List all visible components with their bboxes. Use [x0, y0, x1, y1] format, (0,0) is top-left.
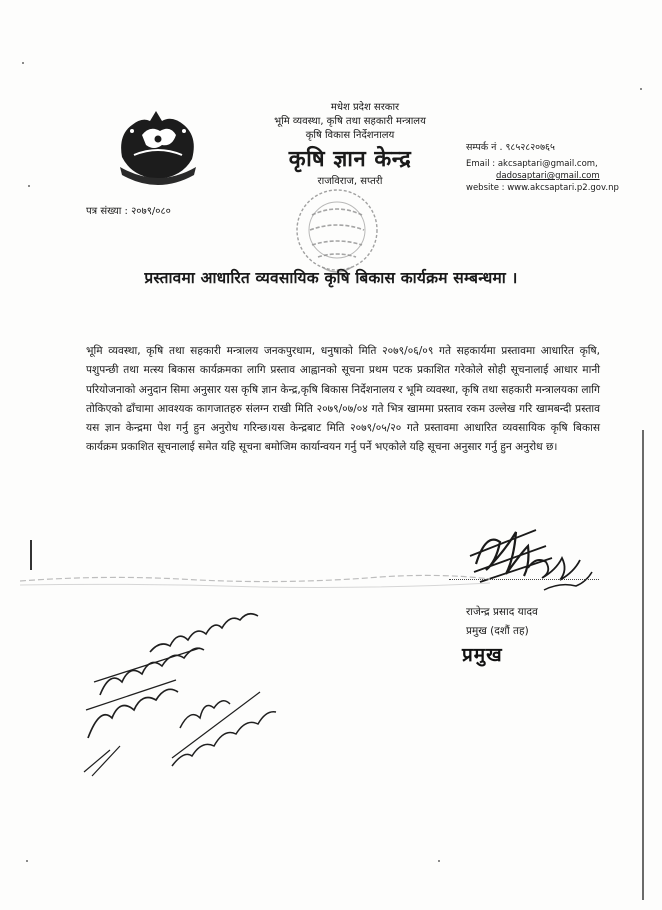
contact-email: Email : akcsaptari@gmail.com, — [466, 159, 598, 169]
ministry-name: भूमि व्यवस्था, कृषि तथा सहकारी मन्त्रालय — [274, 116, 426, 127]
letter-body: भूमि व्यवस्था, कृषि तथा सहकारी मन्त्रालय जनकपुरधाम, धनुषाको मिति २०७९/०६/०९ गते सहकार्यमा प्रस्तावमा आधारित कृषि, पशुपन्छी तथा मत्स्य बिकास कार्यक्रमका लागि प्रस्ताव आह्वानको सूचना प्रथम पटक प्रकाशित गरेकोले सोही सूचनालाई आधार मानी परियोजनाको अनुदान सिमा अनुसार यस कृषि ज्ञान केन्द्र,कृषि बिकास निर्देशनालय र भूमि व्यवस्था, कृषि तथा सहकारी मन्त्रालयका लागि तोकिएको ढाँचामा आवश्यक कागजातहरु संलग्न राखी मिति २०७९/०७/०४ गते भित्र खाममा प्रस्ताव रकम उल्लेख गरि खामबन्दी प्रस्ताव यस ज्ञान केन्द्रमा पेश गर्नु हुन अनुरोध गरिन्छ।यस केन्द्रबाट मिति २०७९/०५/२० गते प्रस्तावमा आधारित व्यवसायिक कृषि बिकास कार्यक्रम प्रकाशित सूचनालाई समेत यहि सूचना बमोजिम कार्यान्वयन गर्नु पर्ने भएकोले यहि सूचना अनुसार गर्नु हुन अनुरोध छ। — [86, 345, 600, 454]
nepal-national-emblem-icon — [112, 105, 204, 191]
signatory-name: राजेन्द्र प्रसाद यादव — [466, 606, 538, 618]
scan-speck — [438, 860, 440, 862]
government-name: मधेश प्रदेश सरकार — [330, 102, 400, 113]
handwritten-annotation — [80, 600, 295, 790]
office-header — [230, 100, 470, 189]
margin-mark — [30, 540, 32, 570]
directorate-name: कृषि विकास निर्देशनालय — [305, 130, 395, 141]
signatory-title: प्रमुख (दशौं तह) — [466, 625, 529, 637]
scan-speck — [28, 185, 30, 187]
letter-number: पत्र संख्या : २०७९/०८० — [86, 206, 171, 217]
page-edge-rule — [642, 430, 644, 900]
chief-stamp: प्रमुख — [462, 644, 503, 666]
contact-website: website : www.akcsaptari.p2.gov.np — [466, 183, 619, 193]
office-name: कृषि ज्ञान केन्द्र — [288, 147, 412, 172]
contact-phone: सम्पर्क नं . ९८५२८२०७६५ — [466, 142, 555, 153]
contact-block — [466, 142, 656, 194]
scan-speck — [22, 62, 24, 64]
letter-subject: प्रस्तावमा आधारित व्यवसायिक कृषि बिकास कार्यक्रम सम्बन्धमा । — [144, 269, 518, 287]
office-location: राजविराज, सप्तरी — [317, 176, 383, 187]
scan-speck — [640, 88, 642, 90]
scan-speck — [26, 860, 28, 862]
contact-email-secondary: dadosaptari@gmail.com — [496, 171, 600, 181]
